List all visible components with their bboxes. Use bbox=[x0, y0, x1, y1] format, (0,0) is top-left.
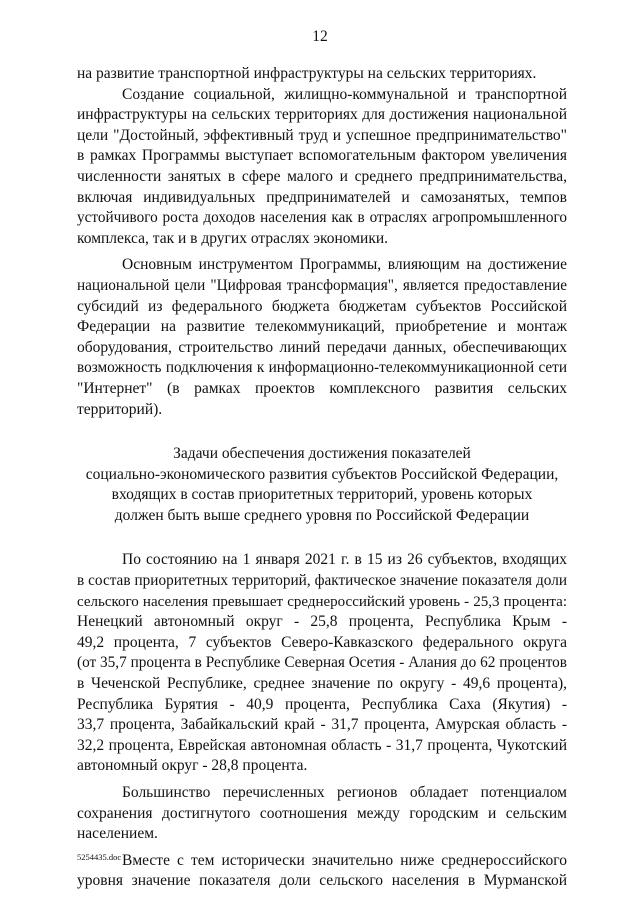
paragraph-6 bbox=[77, 851, 567, 892]
text-line: 32,2 процента, Еврейская автономная область - 31,7 процента, Чукотский bbox=[77, 736, 567, 754]
text-line: в Чеченской Республике, среднее значение по округу - 49,6 процента), bbox=[77, 675, 567, 693]
text-line: в состав приоритетных территорий, фактическое значение показателя доли bbox=[77, 572, 567, 590]
text-line: (от 35,7 процента в Республике Северная Осетия - Алания до 62 процентов bbox=[77, 654, 567, 672]
heading-line: входящих в состав приоритетных территорий, уровень которых bbox=[111, 486, 533, 504]
heading-line: Задачи обеспечения достижения показателей bbox=[173, 445, 471, 463]
text-line: населением. bbox=[77, 825, 158, 843]
text-line: 33,7 процента, Забайкальский край - 31,7 процента, Амурская область - bbox=[77, 716, 567, 734]
paragraph-3 bbox=[77, 255, 567, 420]
paragraph-5 bbox=[77, 783, 567, 845]
text-line: национальной цели "Цифровая трансформация", является предоставление bbox=[77, 276, 567, 294]
text-line: устойчивого роста доходов населения как в отраслях агропромышленного bbox=[77, 209, 567, 227]
paragraph-4 bbox=[77, 550, 567, 777]
text-line: субсидий из федерального бюджета бюджетам субъектов Российской bbox=[77, 297, 567, 315]
text-line: "Интернет" (в рамках проектов комплексного развития сельских bbox=[77, 379, 567, 397]
text-line: сельского населения превышает среднероссийский уровень - 25,3 процента: bbox=[77, 593, 567, 610]
document-footer: 5254435.doc bbox=[77, 852, 122, 862]
section-heading bbox=[77, 444, 567, 526]
text-line: Республика Бурятия - 40,9 процента, Республика Саха (Якутия) - bbox=[77, 695, 567, 713]
text-line: Создание социальной, жилищно-коммунальной и транспортной bbox=[122, 85, 567, 103]
heading-line: социально-экономического развития субъектов Российской Федерации, bbox=[85, 465, 559, 483]
text-line: уровня значение показателя доли сельского населения в Мурманской bbox=[77, 872, 567, 890]
text-line: Ненецкий автономный округ - 25,8 процента, Республика Крым - bbox=[77, 613, 567, 631]
text-line: Основным инструментом Программы, влияющим на достижение bbox=[122, 256, 567, 274]
text-line: на развитие транспортной инфраструктуры на сельских территориях. bbox=[77, 65, 537, 82]
paragraph-1 bbox=[77, 64, 567, 85]
text-line: включая индивидуальных предпринимателей и самозанятых, темпов bbox=[77, 188, 567, 206]
text-line: цели "Достойный, эффективный труд и успешное предпринимательство" bbox=[77, 126, 567, 144]
text-line: сохранения достигнутого соотношения между городским и сельским bbox=[77, 804, 567, 822]
text-line: По состоянию на 1 января 2021 г. в 15 из 26 субъектов, входящих bbox=[122, 551, 567, 569]
text-line: Вместе с тем исторически значительно ниже среднероссийского bbox=[122, 851, 567, 869]
text-line: Большинство перечисленных регионов обладает потенциалом bbox=[122, 784, 567, 801]
document-body bbox=[77, 64, 567, 892]
text-line: комплекса, так и в других отраслях экономики. bbox=[77, 229, 389, 247]
text-line: 49,2 процента, 7 субъектов Северо-Кавказского федерального округа bbox=[77, 633, 567, 651]
text-line: возможность подключения к информационно-телекоммуникационной сети bbox=[77, 359, 567, 377]
text-line: автономный округ - 28,8 процента. bbox=[77, 757, 308, 775]
text-line: инфраструктуры на сельских территориях для достижения национальной bbox=[77, 106, 567, 124]
text-line: численности занятых в сфере малого и среднего предпринимательства, bbox=[77, 167, 567, 185]
heading-line: должен быть выше среднего уровня по Российской Федерации bbox=[114, 506, 530, 524]
page-number: 12 bbox=[312, 28, 328, 45]
text-line: в рамках Программы выступает вспомогательным фактором увеличения bbox=[77, 147, 567, 165]
text-line: территорий). bbox=[77, 400, 163, 418]
text-line: оборудования, строительство линий передачи данных, обеспечивающих bbox=[77, 338, 567, 356]
paragraph-2 bbox=[77, 85, 567, 250]
text-line: Федерации на развитие телекоммуникаций, приобретение и монтаж bbox=[77, 318, 567, 336]
